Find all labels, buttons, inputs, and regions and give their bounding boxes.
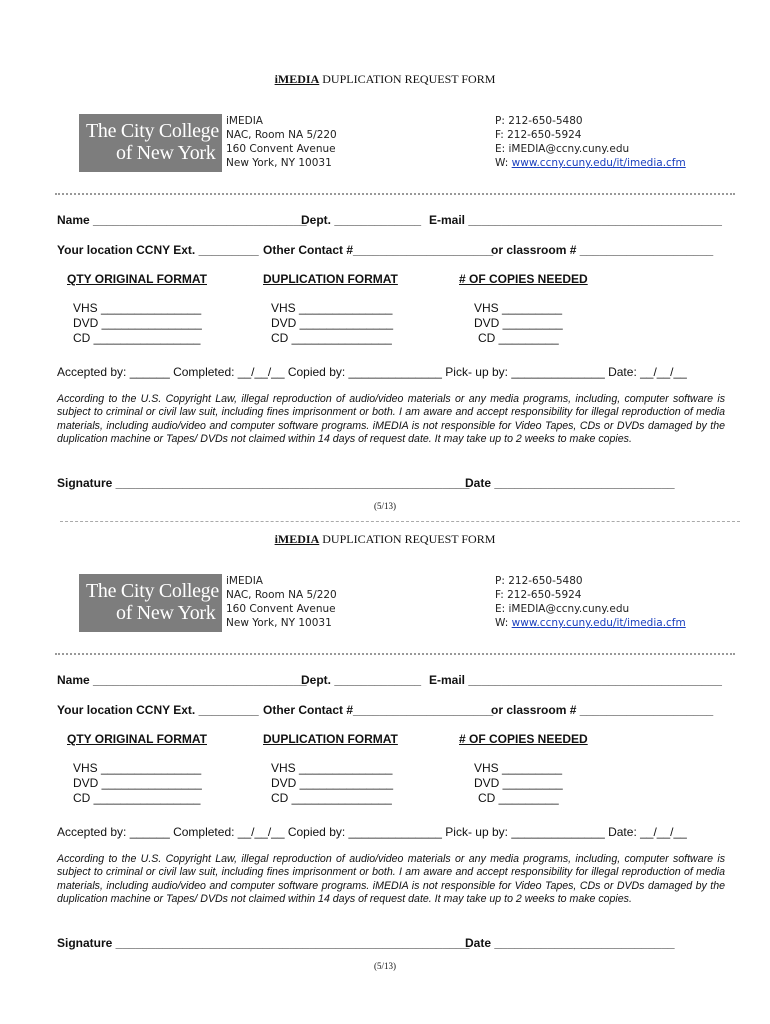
ccny-ext-field[interactable]: Your location CCNY Ext. _________ <box>57 243 259 257</box>
address-line: New York, NY 10031 <box>226 157 332 169</box>
logo-line-2: of New York <box>116 142 216 164</box>
web-link[interactable]: www.ccny.cuny.edu/it/imedia.cfm <box>511 617 686 629</box>
other-contact-field[interactable]: Other Contact #_____________________ <box>263 703 494 717</box>
web-link[interactable]: www.ccny.cuny.edu/it/imedia.cfm <box>511 157 686 169</box>
duplication-vhs-field[interactable]: VHS ______________ <box>271 761 393 775</box>
email-field[interactable]: E-mail ______________________________________ <box>429 213 722 227</box>
classroom-field[interactable]: or classroom # ____________________ <box>491 243 714 257</box>
signature-field[interactable]: Signature _____________________________________________________ <box>57 936 470 950</box>
phone-text: P: 212-650-5480 <box>495 115 583 127</box>
staff-use-line: Accepted by: ______ Completed: __/__/__ Copied by: ______________ Pick- up by: ______________ Date: __/__/__ <box>57 365 687 379</box>
duplication-dvd-field[interactable]: DVD ______________ <box>271 776 394 790</box>
email-text: E: iMEDIA@ccny.cuny.edu <box>495 143 630 155</box>
copies-dvd-field[interactable]: DVD _________ <box>474 316 563 330</box>
duplication-cd-field[interactable]: CD _______________ <box>271 791 392 805</box>
header-duplication-format: DUPLICATION FORMAT <box>263 272 398 286</box>
copyright-notice: According to the U.S. Copyright Law, illegal reproduction of audio/video materials or any media programs, including, computer software is subject to criminal or civil law suit, including fines imprisonment or both. I am aware and accept responsibility for illegal reproduction of media materials, including audio/video and computer software programs. iMEDIA is not responsible for Video Tapes, CDs or DVDs damaged by the duplication machine or Tapes/ DVDs not claimed within 14 days of request date. It may take up to 2 weeks to make copies. <box>57 393 725 445</box>
web-line <box>495 156 686 170</box>
form-title-rest: DUPLICATION REQUEST FORM <box>319 72 496 86</box>
logo-line-1: The City College <box>86 120 219 142</box>
form-title-rest: DUPLICATION REQUEST FORM <box>319 532 496 546</box>
header-copies-needed: # OF COPIES NEEDED <box>459 272 588 286</box>
original-cd-field[interactable]: CD ________________ <box>73 331 201 345</box>
original-format-list <box>73 301 202 346</box>
address-block <box>226 114 337 170</box>
ccny-ext-field[interactable]: Your location CCNY Ext. _________ <box>57 703 259 717</box>
copies-dvd-field[interactable]: DVD _________ <box>474 776 563 790</box>
logo-line-2: of New York <box>116 602 216 624</box>
email-field[interactable]: E-mail ______________________________________ <box>429 673 722 687</box>
request-form-top <box>0 60 770 520</box>
original-format-list <box>73 761 202 806</box>
address-line: 160 Convent Avenue <box>226 143 336 155</box>
original-dvd-field[interactable]: DVD _______________ <box>73 316 202 330</box>
header-copies-needed: # OF COPIES NEEDED <box>459 732 588 746</box>
copies-vhs-field[interactable]: VHS _________ <box>474 301 563 315</box>
fax-text: F: 212-650-5924 <box>495 129 582 141</box>
copies-vhs-field[interactable]: VHS _________ <box>474 761 563 775</box>
duplication-vhs-field[interactable]: VHS ______________ <box>271 301 393 315</box>
web-line <box>495 616 686 630</box>
contact-block <box>495 574 686 630</box>
ccny-logo <box>79 114 222 172</box>
date-field[interactable]: Date ___________________________ <box>465 936 675 950</box>
header-qty-original-format: QTY ORIGINAL FORMAT <box>67 732 207 746</box>
header-duplication-format: DUPLICATION FORMAT <box>263 732 398 746</box>
fax-text: F: 212-650-5924 <box>495 589 582 601</box>
ccny-logo <box>79 574 222 632</box>
revision-label: (5/13) <box>374 961 396 971</box>
logo-line-1: The City College <box>86 580 219 602</box>
form-title <box>0 72 770 87</box>
name-field[interactable]: Name ________________________________ <box>57 213 307 227</box>
contact-block <box>495 114 686 170</box>
date-field[interactable]: Date ___________________________ <box>465 476 675 490</box>
address-line: 160 Convent Avenue <box>226 603 336 615</box>
copies-needed-list <box>474 301 563 346</box>
copies-cd-field[interactable]: CD _________ <box>478 791 559 805</box>
copyright-notice: According to the U.S. Copyright Law, illegal reproduction of audio/video materials or any media programs, including, computer software is subject to criminal or civil law suit, including fines imprisonment or both. I am aware and accept responsibility for illegal reproduction of media materials, including audio/video and computer software programs. iMEDIA is not responsible for Video Tapes, CDs or DVDs damaged by the duplication machine or Tapes/ DVDs not claimed within 14 days of request date. It may take up to 2 weeks to make copies. <box>57 853 725 905</box>
original-dvd-field[interactable]: DVD _______________ <box>73 776 202 790</box>
dept-field[interactable]: Dept. _____________ <box>301 213 422 227</box>
copies-cd-field[interactable]: CD _________ <box>478 331 559 345</box>
duplication-cd-field[interactable]: CD _______________ <box>271 331 392 345</box>
address-line: New York, NY 10031 <box>226 617 332 629</box>
duplication-dvd-field[interactable]: DVD ______________ <box>271 316 394 330</box>
duplication-format-list <box>271 761 393 806</box>
classroom-field[interactable]: or classroom # ____________________ <box>491 703 714 717</box>
phone-text: P: 212-650-5480 <box>495 575 583 587</box>
address-line: iMEDIA <box>226 575 263 587</box>
revision-label: (5/13) <box>374 501 396 511</box>
dotted-divider <box>55 193 735 195</box>
copies-needed-list <box>474 761 563 806</box>
other-contact-field[interactable]: Other Contact #_____________________ <box>263 243 494 257</box>
original-cd-field[interactable]: CD ________________ <box>73 791 201 805</box>
form-title <box>0 532 770 547</box>
original-vhs-field[interactable]: VHS _______________ <box>73 761 202 775</box>
address-block <box>226 574 337 630</box>
request-form-bottom <box>0 520 770 980</box>
header-qty-original-format: QTY ORIGINAL FORMAT <box>67 272 207 286</box>
web-prefix: W: <box>495 617 512 629</box>
web-prefix: W: <box>495 157 512 169</box>
form-title-bold: iMEDIA <box>274 72 320 86</box>
email-text: E: iMEDIA@ccny.cuny.edu <box>495 603 630 615</box>
dotted-divider <box>55 653 735 655</box>
signature-field[interactable]: Signature _____________________________________________________ <box>57 476 470 490</box>
original-vhs-field[interactable]: VHS _______________ <box>73 301 202 315</box>
dept-field[interactable]: Dept. _____________ <box>301 673 422 687</box>
address-line: NAC, Room NA 5/220 <box>226 589 337 601</box>
duplication-format-list <box>271 301 393 346</box>
name-field[interactable]: Name ________________________________ <box>57 673 307 687</box>
form-title-bold: iMEDIA <box>274 532 320 546</box>
address-line: NAC, Room NA 5/220 <box>226 129 337 141</box>
staff-use-line: Accepted by: ______ Completed: __/__/__ Copied by: ______________ Pick- up by: ______________ Date: __/__/__ <box>57 825 687 839</box>
address-line: iMEDIA <box>226 115 263 127</box>
